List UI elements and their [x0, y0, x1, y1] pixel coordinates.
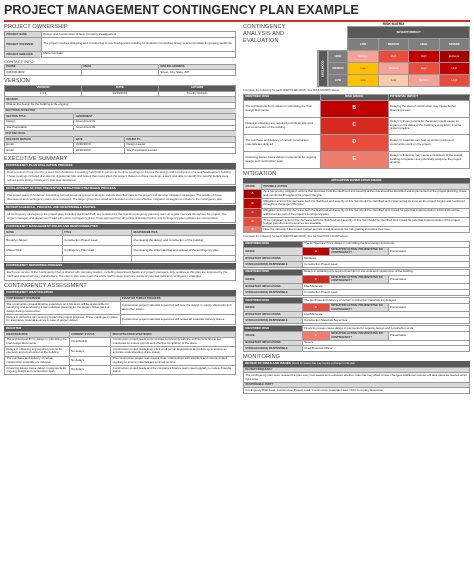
role-responsibility: [132, 255, 236, 261]
amendment: Amendment #2: [74, 125, 236, 131]
date-value: 03/29/20XX: [82, 91, 159, 97]
graded-risk: Delays in obtaining any required permits for site work and construction of the building: [244, 117, 321, 134]
block-label: MITIGATION ACTION: PREVENTATIVE OR CONTINGENCY?: [329, 331, 388, 340]
version-heading: VERSION: [4, 77, 30, 84]
delivery-method: Email: [5, 142, 74, 148]
block-label: IDENTIFIED RISK: [244, 241, 303, 247]
risk-grade-badge: D: [320, 134, 388, 151]
register-risk: Delays in obtaining any required permits for site work and construction of the building: [5, 347, 70, 356]
column-header: CONTINGENCY OVERVIEW: [5, 296, 121, 301]
register-status: On schedule: [69, 337, 111, 346]
column-header: EMAIL: [82, 64, 159, 69]
potential-impact: Delays in financing may cause a slowdown of the overall building completion and potentially postpone the project timeline.: [388, 151, 469, 168]
block-label: GRADE: [244, 303, 303, 312]
block-risk: Delays in obtaining any required permits for site work and construction of the building: [302, 269, 469, 275]
event-trigger: Construction project materials supervisor will review all materials delivery issues.: [120, 315, 236, 324]
block-label: GRADE: [244, 331, 303, 340]
register-strategy: The construction project team keeps close relationships with suppliers and communicates regularly to ensure materials are sourced on time.: [111, 356, 236, 365]
column-header: EVENT OR THREAT TRIGGERS: [120, 296, 236, 301]
mitigation-heading: MITIGATION: [243, 170, 277, 177]
potential-impact: Delays in these permits for the project could cause an impact on the dates of the building's completion and the project timeline.: [388, 117, 469, 134]
reporting-text: Each new version of the Contingency Plan is shared with company leaders, including department heads and project managers. Any updates to this plan are approved by the CEO and shared with key stakeholders. The plan is also stored with the entire staff to keep everyone aware of potential risks and contingency strategies.: [4, 269, 236, 281]
monitoring-bar-title: REVIEW OF RISKS AND ISSUES: [245, 361, 291, 366]
row-label: PROJECT NAME: [5, 31, 42, 37]
issued-to: Design Leader: [125, 142, 236, 148]
role-name: Brooklyn Jansen: [5, 235, 63, 245]
register-table: [4, 331, 236, 375]
matrix-cell: Low: [378, 75, 408, 87]
possible-action: Mitigation actions that decrease both the likelihood and severity of this risk should be identified and costed for potential implementation. Actions should be addressed as part of the project's contingency plan.: [262, 208, 470, 217]
block-action: Preventative: [388, 247, 469, 256]
project-overview-value: The project involves designing and constructing a new headquarters building for Anderson Consulting Group to accommodate its growing workforce.: [41, 37, 235, 51]
block-grade: C: [302, 275, 329, 284]
version-table: [4, 85, 236, 109]
register-strategy: Construction project leads keep track of all permit applications and follow up to ensure an accurate understanding of the status.: [111, 347, 236, 356]
column-header: GRADE: [244, 184, 262, 189]
matrix-cell: Medium: [409, 75, 439, 87]
role-responsibility: Overseeing the design and construction of the building: [132, 235, 236, 245]
likelihood-label: LIKELIHOOD: [318, 51, 329, 87]
distribution-heading: DISTRIBUTION: [4, 131, 236, 136]
matrix-cell: High: [409, 63, 439, 75]
severity-col: MEDIUM: [378, 39, 408, 51]
register-status: No delays: [69, 347, 111, 356]
column-header: CURRENT STATUS: [69, 332, 111, 337]
block-label: IDENTIFIED RISK: [244, 269, 303, 275]
register-strategy: Construction project leads communicate consistently with the architectural firm to set milestones to ensure prompt and effective completion of the plans.: [111, 337, 236, 346]
reason-value: Risk on the design for the building is life ongoing: [5, 102, 236, 108]
email-value: [82, 70, 159, 76]
monitoring-heading: MONITORING: [243, 354, 281, 361]
column-header: ISSUED TO: [125, 137, 236, 142]
matrix-corner: [318, 27, 329, 39]
roles-table: [4, 229, 236, 261]
register-risk: Financing issues cause delays in payments for ongoing design and construction work: [5, 366, 70, 375]
matrix-corner: [318, 39, 329, 51]
graded-risk: The purchase and delivery of certain construction materials are delayed: [244, 134, 321, 151]
evaluation-process-bar: CONTINGENCY PLAN EVALUATION PROCESS: [4, 163, 236, 169]
evaluation-process-text: Over a period of four months, a team from Anderson Consulting held both in-person and online meetings to discuss the design and construction of a new headquarters building. These meetings included discussions of potential risks and issues that could affect the project. Based on these meetings, a team was able to identify the specific details were refined and a strong contingency plan was developed.: [4, 169, 236, 185]
block-label: STAKEHOLDER(S) RESPONSIBLE: [244, 262, 303, 268]
block-action: Preventative: [388, 303, 469, 312]
delivery-date: 03/30/20XX: [74, 148, 125, 154]
row-label: PROJECT MANAGER: [5, 51, 42, 57]
mitigation-block: [243, 325, 470, 352]
page-title: PROJECT MANAGEMENT CONTINGENCY PLAN EXAMPLE: [4, 3, 359, 17]
matrix-cell: Extreme: [439, 51, 469, 63]
register-status: No delays: [69, 366, 111, 375]
block-stakeholder: Construction Project Lead: [302, 290, 469, 296]
block-grade: D: [302, 303, 329, 312]
block-stakeholder: Construction Project Lead: [302, 262, 469, 268]
possible-action: Mitigation actions that decrease both the likelihood and severity of this risk should be identified and implemented as soon as the project begins and monitored throughout the project lifecycle.: [262, 199, 470, 208]
block-label: STAKEHOLDER(S) RESPONSIBLE: [244, 318, 303, 324]
mitigation-blocks: [243, 241, 470, 352]
column-header: DELIVERY METHOD: [5, 137, 74, 142]
address-value: Street, City, State, ZIP: [159, 70, 236, 76]
risk-matrix-title: RISK MATRIX: [382, 22, 405, 26]
block-label: MITIGATION ACTION: PREVENTATIVE OR CONTINGENCY?: [329, 275, 388, 284]
ownership-heading: PROJECT OWNERSHIP: [4, 24, 68, 30]
ownership-table: [4, 31, 236, 58]
register-risk: The purchase and delivery of certain construction materials are delayed: [5, 356, 70, 365]
block-label: BUDGETARY IMPLICATIONS: [244, 284, 303, 290]
block-stakeholder: Chief Financial Officer: [302, 346, 469, 352]
register-status: No delays: [69, 356, 111, 365]
role-title: Contingency Plan Lead: [62, 245, 131, 255]
block-action: Preventative: [388, 331, 469, 340]
matrix-cell: Low: [348, 75, 378, 87]
contingency-overview: Delays in deliveries can severely impact the project progress. These contingency plans for alternative material sources in case of project delays.: [5, 315, 121, 324]
phone-value: 000-000-0000: [5, 70, 82, 76]
risk-matrix: [317, 22, 470, 87]
severity-col: LOW: [348, 39, 378, 51]
potential-impact: Delays in materials can hold up certain portions of construction work on the project.: [388, 134, 469, 151]
mitigation-intro: Complete the following for each IDENTIFIED RISK. See MITIGATION CHART above.: [243, 234, 349, 239]
right-column: [243, 22, 470, 394]
identification-bar: CONTINGENCY IDENTIFICATION: [4, 290, 236, 296]
mitigation-block: [243, 269, 470, 296]
block-budget: Low/Moderate: [302, 312, 469, 318]
block-risk: Financing issues cause delays in payments for ongoing design and construction work: [302, 326, 469, 332]
mitigation-grade: B: [244, 199, 262, 208]
matrix-cell: Low: [348, 63, 378, 75]
version-value: 1.1.3: [5, 91, 82, 97]
development-text: The project team of Anderson Consulting formed breakout groups to analyze various identified risks to the project and develop mitigation strategies. The results of these discussions and contingency plans were reviewed. The larger group then voted and decided on the most effective mitigation strategies to include in the contingency plan.: [4, 191, 236, 203]
column-header: NAME: [5, 230, 63, 235]
review-frequency-label: REVIEW FREQUENCY: [244, 367, 470, 372]
register-bar: REGISTER: [4, 326, 236, 332]
reason-label: REASON: [5, 97, 236, 102]
block-label: GRADE: [244, 275, 303, 284]
contact-table: [4, 64, 236, 76]
risk-grade-badge: C: [320, 117, 388, 134]
roles-bar: CONTINGENCY MANAGEMENT ROLES AND RESPONSIBILITIES: [4, 224, 236, 230]
issued-to: Site Preparation Leader: [125, 148, 236, 154]
matrix-cell: High: [439, 75, 469, 87]
mitigation-grade: E: [244, 227, 262, 233]
left-column: [4, 22, 236, 375]
review-frequency-text: The contingency plan team reviews the plan every two weeks and evaluates whether risks that may affect it have changed. Additional reviews will take place as needed when risks arise.: [244, 373, 470, 382]
severity-col: HIGH: [409, 39, 439, 51]
row-label: PROJECT OVERVIEW: [5, 37, 42, 51]
block-label: MITIGATION ACTION: PREVENTATIVE OR CONTINGENCY?: [329, 303, 388, 312]
executive-heading: EXECUTIVE SUMMARY: [4, 156, 68, 163]
review-schedule-bar: REVIEW SCHEDULE, PROCESS, AND RESPONSIBLE PARTIES: [4, 205, 236, 211]
responsible-party-text: Contingency Plan Lead, Construction Project Lead, Construction materials Lead, CFO, Company Executive: [244, 388, 470, 394]
distribution-table: [4, 136, 236, 154]
sections-table: [4, 113, 236, 131]
section-title: Site Preparation: [5, 125, 74, 131]
column-header: POSSIBLE ACTION: [262, 184, 470, 189]
column-header: RISK GRADE: [320, 94, 388, 100]
delivery-method: Email: [5, 148, 74, 154]
column-header: IDENTIFIED RISK: [5, 332, 70, 337]
graded-risk: Financing issues cause delays in payments for ongoing design and construction work: [244, 151, 321, 168]
responsible-party-label: RESPONSIBLE PARTY: [244, 382, 470, 387]
block-risk: The architectural firm's delays in submitting the final design documents: [302, 241, 469, 247]
mitigation-grade: C: [244, 208, 262, 217]
column-header: POTENTIAL IMPACT: [388, 94, 469, 100]
mitigation-block: [243, 241, 470, 268]
block-grade: B: [302, 247, 329, 256]
column-header: DATE: [74, 137, 125, 142]
delivery-date: 03/30/20XX: [74, 142, 125, 148]
development-bar: DEVELOPMENT OF RISK PREVENTION MITIGATION STRATEGIES PROCESS: [4, 186, 236, 192]
monitoring-table: [243, 367, 470, 394]
matrix-corner: [328, 39, 348, 51]
identification-table: [4, 296, 236, 325]
likelihood-row: HIGH: [328, 51, 348, 63]
mitigation-grade: A: [244, 189, 262, 198]
register-strategy: Construction project leads and the company's finance team meet regularly to review financial status.: [111, 366, 236, 375]
risk-grade-badge: E: [320, 151, 388, 168]
severity-col: SEVERE: [439, 39, 469, 51]
mitigation-grade: D: [244, 218, 262, 227]
role-title: [62, 255, 131, 261]
column-header: PHONE: [5, 64, 82, 69]
matrix-cell: High: [378, 51, 408, 63]
block-label: STAKEHOLDER(S) RESPONSIBLE: [244, 290, 303, 296]
role-responsibility: Overseeing the initial planning and upkeep of the contingency plan: [132, 245, 236, 255]
grade-intro: Complete the following for each IDENTIFIED RISK. See RISK MATRIX above.: [243, 88, 340, 93]
possible-action: To be mitigated, actions that decrease both the likelihood and severity of this risk should be identified and costed for potential implementation if the project budget permits it and resources are available.: [262, 218, 470, 227]
author-value: Timothy Roberts: [159, 91, 236, 97]
review-schedule-text: All contingency strategies in the project plan, including the initial draft, are reviewed by the overall contingency planning team at regular intervals throughout the project. The project manager, and department head will review contingency plans. Final approval from all parties is needed before any contingency plan updates are incorporated.: [4, 210, 236, 222]
mitigation-grade-table: [243, 183, 470, 233]
column-header: AUTHOR: [159, 85, 236, 91]
column-header: TITLE: [62, 230, 131, 235]
matrix-cell: Medium: [348, 51, 378, 63]
risk-grade-badge: B: [320, 100, 388, 117]
block-grade: E: [302, 331, 329, 340]
block-label: BUDGETARY IMPLICATIONS: [244, 340, 303, 346]
column-header: DATE: [82, 85, 159, 91]
document-page: [4, 3, 470, 583]
sections-heading: SECTIONS AFFECTED: [4, 109, 236, 114]
monitoring-bar-note: Check for issues that may require a change to this plan: [291, 362, 356, 366]
block-label: STAKEHOLDER(S) RESPONSIBLE: [244, 346, 303, 352]
register-risk: The architectural firm's delays in submitting the final design documents: [5, 337, 70, 346]
block-budget: Severe: [302, 340, 469, 346]
column-header: AMENDMENT: [74, 114, 236, 119]
block-action: Preventative: [388, 275, 469, 284]
risk-matrix-table: [317, 26, 470, 87]
block-budget: Low/Moderate: [302, 284, 469, 290]
reporting-bar: CONTINGENCY REPORTING PROCESS: [4, 263, 236, 269]
matrix-corner: [328, 27, 348, 39]
analysis-heading: CONTINGENCY ANALYSIS AND EVALUATION: [243, 24, 286, 44]
column-header: RISK MITIGATION STRATEGIES: [111, 332, 236, 337]
contingency-overview: The construction project timeline supervisor and risk team will be responsible for identifying and conducting a risk reduction planning for the project. Other risks of delays during construction.: [5, 302, 121, 315]
block-label: IDENTIFIED RISK: [244, 297, 303, 303]
section-title: Design: [5, 119, 74, 125]
role-name: Mateo Tobin: [5, 245, 63, 255]
possible-action: Note the risk only if the project budget permits it and re-assess the risk grading increases over time.: [262, 227, 470, 233]
block-stakeholder: Construction Materials Supervisor: [302, 318, 469, 324]
block-budget: Moderate: [302, 256, 469, 262]
possible-action: As a top priority, mitigation actions that decrease both the likelihood and severity of this risk should be identified and implemented at the project planning phase and monitored throughout the project lifecycle.: [262, 189, 470, 198]
role-name: [5, 255, 63, 261]
potential-impact: Delaying the start of construction may cause further financing issues.: [388, 100, 469, 117]
role-title: Construction Project Lead: [62, 235, 131, 245]
assessment-heading: CONTINGENCY ASSESSMENT: [4, 282, 87, 289]
block-label: BUDGETARY IMPLICATIONS: [244, 312, 303, 318]
column-header: RESPONSIBILITIES: [132, 230, 236, 235]
mitigation-block: [243, 297, 470, 324]
project-manager-value: Marie Gonzalez: [41, 51, 235, 57]
event-trigger: Construction project materials supervisor will note the delays in supply shipments and alert other teams.: [120, 302, 236, 315]
block-label: BUDGETARY IMPLICATIONS: [244, 256, 303, 262]
graded-risk: The architectural firm's delays in submitting the final design documents: [244, 100, 321, 117]
project-name-value: Design and Construction of New Company Headquarters: [41, 31, 235, 37]
column-header: VERSION: [5, 85, 82, 91]
matrix-cell: High: [409, 51, 439, 63]
amendment: Amendment #1: [74, 119, 236, 125]
matrix-cell: Medium: [378, 63, 408, 75]
contact-heading: CONTACT INFO: [4, 58, 34, 64]
likelihood-row: LOW: [328, 75, 348, 87]
likelihood-row: MEDIUM: [328, 63, 348, 75]
matrix-cell: High: [439, 63, 469, 75]
block-label: GRADE: [244, 247, 303, 256]
analysis-header: [243, 22, 470, 87]
severity-label: SEVERITY/IMPACT: [348, 27, 470, 39]
mitigation-bar: MITIGATION BASED UPON GRADE: [243, 178, 470, 184]
risk-grade-table: [243, 94, 470, 169]
column-header: SECTION TITLE: [5, 114, 74, 119]
column-header: IDENTIFIED RISK: [244, 94, 321, 100]
block-label: MITIGATION ACTION: PREVENTATIVE OR CONTINGENCY?: [329, 247, 388, 256]
block-label: IDENTIFIED RISK: [244, 326, 303, 332]
column-header: MAILING ADDRESS: [159, 64, 236, 69]
block-risk: The purchase and delivery of certain construction materials are delayed: [302, 297, 469, 303]
